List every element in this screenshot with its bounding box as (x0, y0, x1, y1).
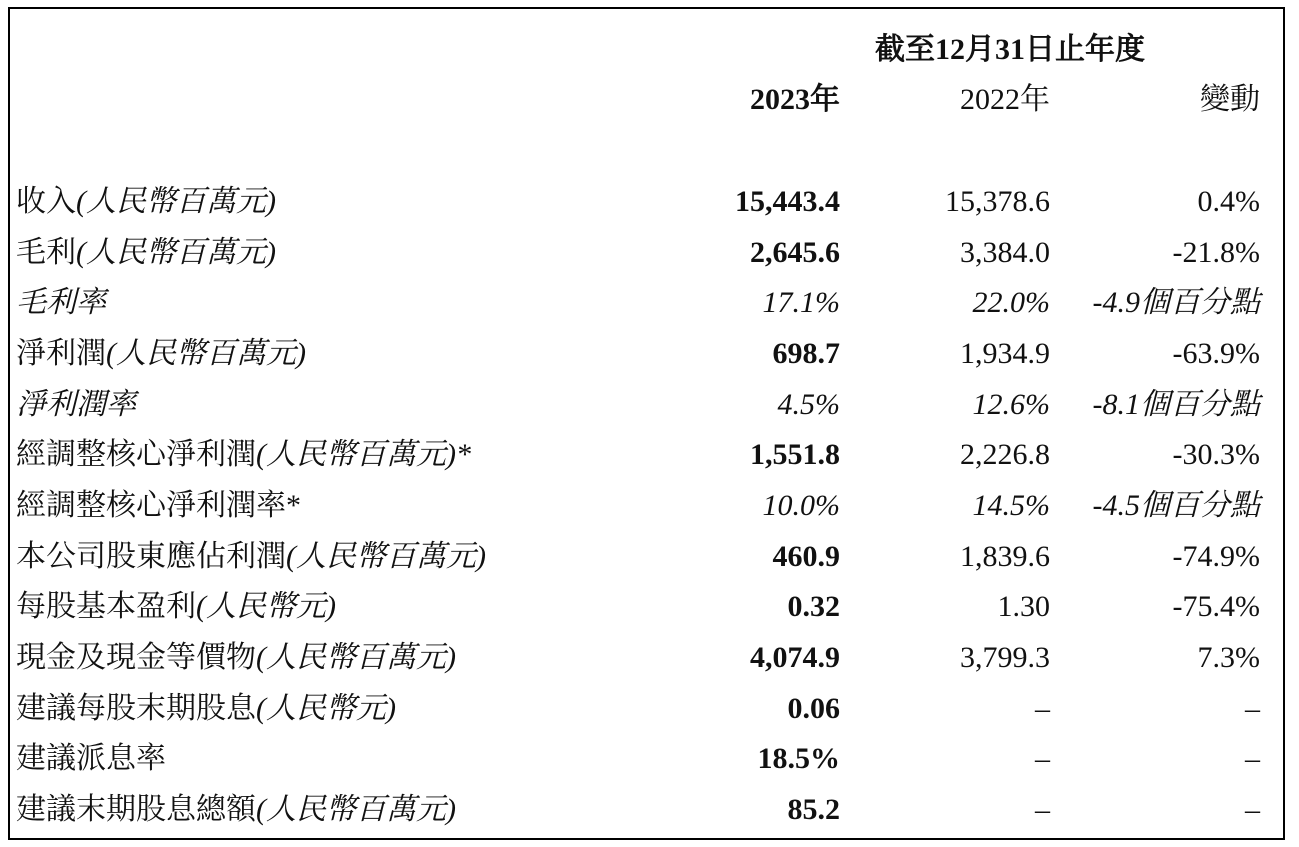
value-2022: 3,384.0 (960, 236, 1050, 269)
value-2023: 4.5% (777, 388, 840, 421)
value-change: -4.9個百分點 (1092, 286, 1260, 319)
row-label: 毛利(人民幣百萬元) (16, 236, 276, 269)
row-label: 經調整核心淨利潤(人民幣百萬元)* (16, 438, 471, 471)
row-label: 經調整核心淨利潤率* (16, 489, 301, 522)
value-change: -63.9% (1172, 337, 1260, 370)
col-header-2023: 2023年 (750, 83, 840, 116)
row-label: 淨利潤率 (16, 388, 136, 421)
row-label: 收入(人民幣百萬元) (16, 185, 276, 218)
row-label: 淨利潤(人民幣百萬元) (16, 337, 306, 370)
value-2023: 698.7 (772, 337, 840, 370)
value-2023: 460.9 (772, 540, 840, 573)
value-2022: 14.5% (972, 489, 1050, 522)
value-2022: 1.30 (997, 590, 1050, 623)
value-2023: 2,645.6 (750, 236, 840, 269)
row-label: 建議末期股息總額(人民幣百萬元) (16, 793, 456, 826)
value-change: -21.8% (1172, 236, 1260, 269)
row-label: 本公司股東應佔利潤(人民幣百萬元) (16, 540, 486, 573)
value-change: 7.3% (1197, 641, 1260, 674)
col-header-2022: 2022年 (960, 83, 1050, 116)
row-label: 現金及現金等價物(人民幣百萬元) (16, 641, 456, 674)
value-2023: 1,551.8 (750, 438, 840, 471)
col-header-change: 變動 (1200, 83, 1260, 116)
period-header: 截至12月31日止年度 (875, 33, 1145, 66)
value-2022: 22.0% (972, 286, 1050, 319)
value-2022: 15,378.6 (945, 185, 1050, 218)
value-2022: 12.6% (972, 388, 1050, 421)
value-change: -74.9% (1172, 540, 1260, 573)
row-label: 建議每股末期股息(人民幣元) (16, 692, 396, 725)
value-change: -8.1個百分點 (1092, 388, 1260, 421)
value-2023: 4,074.9 (750, 641, 840, 674)
value-change: – (1245, 793, 1260, 826)
value-change: -75.4% (1172, 590, 1260, 623)
value-change: – (1245, 742, 1260, 775)
value-change: 0.4% (1197, 185, 1260, 218)
value-change: – (1245, 692, 1260, 725)
value-2022: 1,839.6 (960, 540, 1050, 573)
row-label: 毛利率 (16, 286, 106, 319)
value-2022: – (1035, 692, 1050, 725)
value-2023: 18.5% (757, 742, 840, 775)
value-2022: – (1035, 793, 1050, 826)
value-2022: 2,226.8 (960, 438, 1050, 471)
row-label: 每股基本盈利(人民幣元) (16, 590, 336, 623)
value-2022: – (1035, 742, 1050, 775)
row-label: 建議派息率 (16, 742, 166, 775)
value-change: -30.3% (1172, 438, 1260, 471)
value-2022: 3,799.3 (960, 641, 1050, 674)
value-2023: 15,443.4 (735, 185, 840, 218)
value-2022: 1,934.9 (960, 337, 1050, 370)
value-2023: 0.06 (787, 692, 840, 725)
value-change: -4.5個百分點 (1092, 489, 1260, 522)
value-2023: 85.2 (787, 793, 840, 826)
value-2023: 0.32 (787, 590, 840, 623)
value-2023: 17.1% (762, 286, 840, 319)
value-2023: 10.0% (762, 489, 840, 522)
